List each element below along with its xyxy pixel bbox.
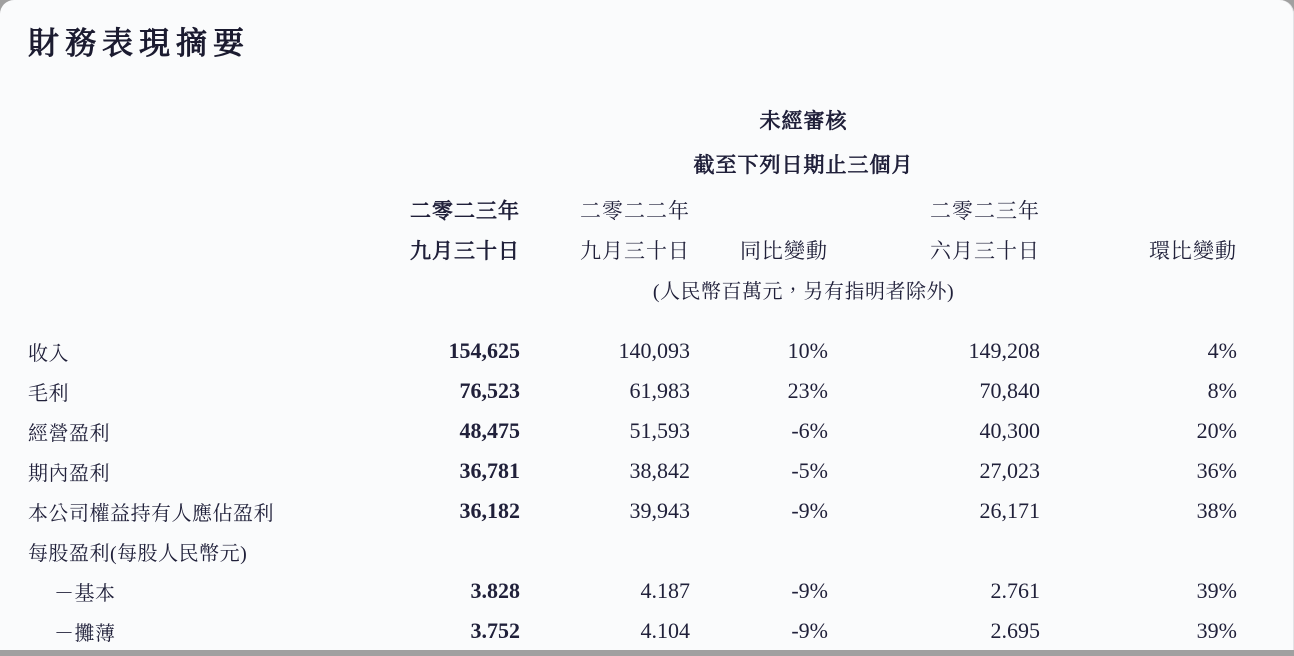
page-title: 財務表現摘要: [28, 26, 250, 62]
value-cell: 76,523: [459, 378, 520, 403]
value-cell: 2.695: [990, 618, 1040, 643]
col-header-date-2023-jun: 六月三十日: [930, 239, 1040, 263]
value-cell: 4%: [1207, 338, 1237, 363]
col-header-qoq-change: 環比變動: [1149, 239, 1237, 263]
value-cell: 20%: [1196, 418, 1237, 443]
row-label: 期內盈利: [28, 462, 110, 485]
value-cell: 36%: [1196, 458, 1237, 483]
table-row-eps-heading: [28, 531, 1237, 571]
value-cell: -9%: [791, 618, 828, 643]
col-header-year-2023-sep: 二零二三年: [410, 199, 520, 223]
value-cell: 10%: [787, 338, 828, 363]
table-row-revenue: [28, 331, 1237, 371]
value-cell: 4.187: [640, 578, 690, 603]
value-cell: 36,182: [459, 498, 520, 523]
col-header-date-2023-sep: 九月三十日: [410, 239, 520, 263]
value-cell: 2.761: [990, 578, 1040, 603]
value-cell: 40,300: [979, 418, 1040, 443]
value-cell: 23%: [787, 378, 828, 403]
value-cell: 61,983: [629, 378, 690, 403]
col-header-yoy-change: 同比變動: [740, 239, 828, 263]
value-cell: 149,208: [968, 338, 1040, 363]
value-cell: -6%: [791, 418, 828, 443]
value-cell: 39%: [1196, 618, 1237, 643]
value-cell: 140,093: [618, 338, 690, 363]
table-body: [28, 331, 1237, 650]
value-cell: 38,842: [629, 458, 690, 483]
column-date-row: [28, 235, 1237, 263]
value-cell: 39,943: [629, 498, 690, 523]
row-label: 收入: [28, 342, 69, 365]
value-cell: -5%: [791, 458, 828, 483]
value-cell: 8%: [1207, 378, 1237, 403]
row-label: －攤薄: [54, 622, 116, 645]
value-cell: 48,475: [459, 418, 520, 443]
value-cell: 3.752: [470, 618, 520, 643]
table-row-profit-attributable: [28, 491, 1237, 531]
table-row-operating-profit: [28, 411, 1237, 451]
value-cell: 38%: [1196, 498, 1237, 523]
value-cell: 27,023: [979, 458, 1040, 483]
row-label: 經營盈利: [28, 422, 110, 445]
value-cell: -9%: [791, 498, 828, 523]
value-cell: 4.104: [640, 618, 690, 643]
value-cell: 39%: [1196, 578, 1237, 603]
row-label: －基本: [54, 582, 116, 605]
table-row-eps-basic: [28, 571, 1237, 611]
value-cell: 51,593: [629, 418, 690, 443]
value-cell: -9%: [791, 578, 828, 603]
value-cell: 36,781: [459, 458, 520, 483]
col-header-year-2023-jun: 二零二三年: [930, 199, 1040, 223]
table-super-header: [370, 105, 1237, 179]
table-row-gross-profit: [28, 371, 1237, 411]
value-cell: 70,840: [979, 378, 1040, 403]
value-cell: 3.828: [470, 578, 520, 603]
unaudited-label: 未經審核: [759, 109, 848, 133]
currency-unit-note: (人民幣百萬元，另有指明者除外): [652, 281, 955, 303]
value-cell: 154,625: [448, 338, 520, 363]
col-header-year-2022-sep: 二零二二年: [580, 199, 690, 223]
table-row-profit-for-period: [28, 451, 1237, 491]
period-label: 截至下列日期止三個月: [693, 153, 914, 177]
column-year-row: [28, 195, 1237, 223]
table-row-eps-diluted: [28, 611, 1237, 650]
row-label: 本公司權益持有人應佔盈利: [28, 502, 274, 525]
value-cell: 26,171: [979, 498, 1040, 523]
col-header-date-2022-sep: 九月三十日: [580, 239, 690, 263]
row-label: 每股盈利(每股人民幣元): [28, 542, 248, 565]
row-label: 毛利: [28, 382, 69, 405]
